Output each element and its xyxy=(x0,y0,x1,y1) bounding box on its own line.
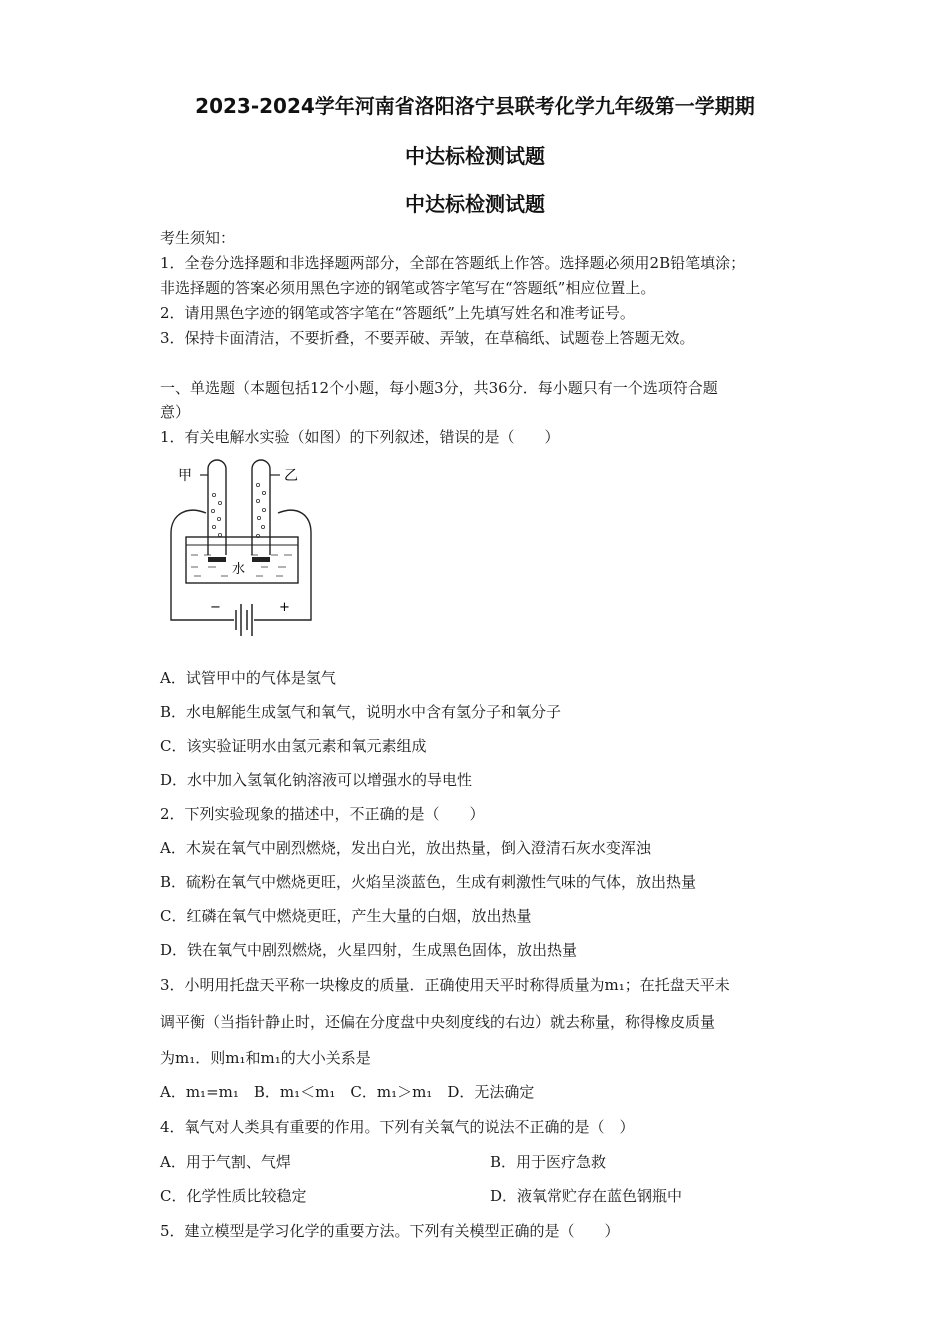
question-5-stem: 5．建立模型是学习化学的重要方法。下列有关模型正确的是（ ） xyxy=(160,1222,620,1240)
question-3-line-3: 为m₁．则m₁和m₁的大小关系是 xyxy=(160,1049,371,1067)
exam-title-line2: 中达标检测试题 xyxy=(405,144,545,168)
notice-item-2: 2．请用黑色字迹的钢笔或答字笔在“答题纸”上先填写姓名和准考证号。 xyxy=(160,304,635,322)
question-3-options: A．m₁=m₁ B．m₁＜m₁ C．m₁＞m₁ D．无法确定 xyxy=(160,1083,535,1101)
tube-label-yi: 乙 xyxy=(284,468,298,484)
question-4-option-a: A．用于气割、气焊 xyxy=(160,1153,291,1171)
water-label: 水 xyxy=(232,562,246,577)
question-4-option-b: B．用于医疗急救 xyxy=(490,1153,607,1171)
question-3-line-2: 调平衡（当指针静止时，还偏在分度盘中央刻度线的右边）就去称量，称得橡皮质量 xyxy=(160,1013,716,1031)
section-heading-b: 意） xyxy=(160,403,191,421)
question-4-stem: 4．氧气对人类具有重要的作用。下列有关氧气的说法不正确的是（ ） xyxy=(160,1118,635,1136)
negative-terminal-label: − xyxy=(210,600,221,615)
positive-terminal-label: + xyxy=(279,600,290,615)
question-3-line-1: 3．小明用托盘天平称一块橡皮的质量．正确使用天平时称得质量为m₁；在托盘天平未 xyxy=(160,976,730,994)
question-1-stem: 1．有关电解水实验（如图）的下列叙述，错误的是（ ） xyxy=(160,428,560,446)
notice-heading: 考生须知： xyxy=(160,229,236,247)
notice-item-3: 3．保持卡面清洁，不要折叠，不要弄破、弄皱，在草稿纸、试题卷上答题无效。 xyxy=(160,329,695,347)
exam-title-line3: 中达标检测试题 xyxy=(405,192,545,216)
question-1-option-d: D．水中加入氢氧化钠溶液可以增强水的导电性 xyxy=(160,771,473,789)
question-2-option-c: C．红磷在氧气中燃烧更旺，产生大量的白烟，放出热量 xyxy=(160,907,532,925)
question-2-option-a: A．木炭在氧气中剧烈燃烧，发出白光，放出热量，倒入澄清石灰水变浑浊 xyxy=(160,839,651,857)
question-2-option-d: D．铁在氧气中剧烈燃烧，火星四射，生成黑色固体，放出热量 xyxy=(160,941,578,959)
notice-item-1a: 1．全卷分选择题和非选择题两部分，全部在答题纸上作答。选择题必须用2B铅笔填涂； xyxy=(160,254,746,272)
question-1-option-a: A．试管甲中的气体是氢气 xyxy=(160,669,336,687)
notice-item-1b: 非选择题的答案必须用黑色字迹的钢笔或答字笔写在“答题纸”相应位置上。 xyxy=(160,279,656,297)
question-1-option-c: C．该实验证明水由氢元素和氧元素组成 xyxy=(160,737,427,755)
tube-label-jia: 甲 xyxy=(178,468,192,484)
question-4-option-c: C．化学性质比较稳定 xyxy=(160,1187,307,1205)
question-1-option-b: B．水电解能生成氢气和氧气，说明水中含有氢分子和氧分子 xyxy=(160,703,562,721)
question-2-stem: 2．下列实验现象的描述中，不正确的是（ ） xyxy=(160,805,485,823)
exam-title-line1: 2023-2024学年河南省洛阳洛宁县联考化学九年级第一学期期 xyxy=(195,94,755,118)
question-4-option-d: D．液氧常贮存在蓝色钢瓶中 xyxy=(490,1187,683,1205)
question-2-option-b: B．硫粉在氧气中燃烧更旺，火焰呈淡蓝色，生成有刺激性气味的气体，放出热量 xyxy=(160,873,697,891)
section-heading-a: 一、单选题（本题包括12个小题，每小题3分，共36分．每小题只有一个选项符合题 xyxy=(160,379,718,397)
electrolysis-apparatus-diagram xyxy=(166,455,316,645)
